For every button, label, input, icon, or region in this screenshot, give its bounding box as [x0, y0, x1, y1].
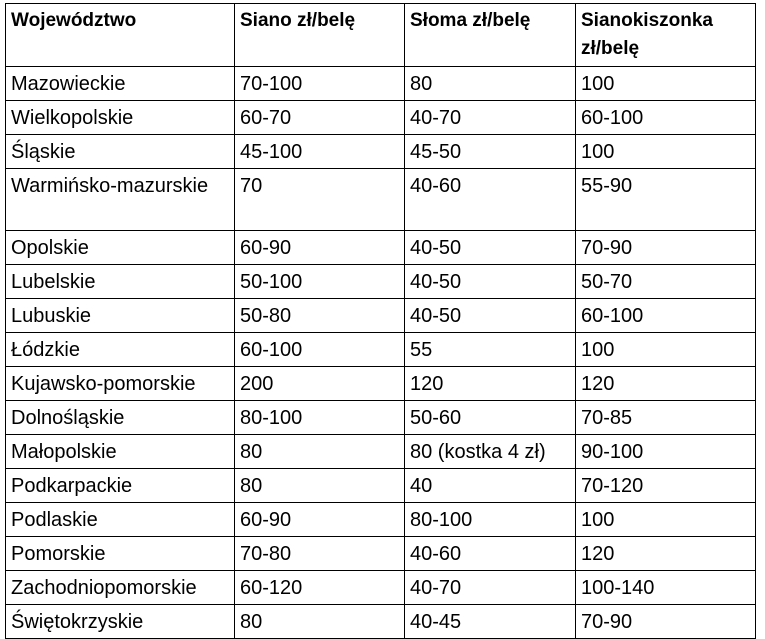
price-table — [5, 3, 756, 639]
cell-hay-price: 80 — [235, 435, 405, 469]
cell-haylage-price: 50-70 — [576, 265, 756, 299]
cell-haylage-price: 90-100 — [576, 435, 756, 469]
table-header-row — [6, 4, 756, 67]
table-row — [6, 469, 756, 503]
cell-hay-price: 60-70 — [235, 101, 405, 135]
cell-voivodeship: Mazowieckie — [6, 67, 235, 101]
cell-voivodeship: Świętokrzyskie — [6, 605, 235, 639]
cell-voivodeship: Pomorskie — [6, 537, 235, 571]
cell-straw-price: 120 — [405, 367, 576, 401]
cell-straw-price: 80 (kostka 4 zł) — [405, 435, 576, 469]
table-row — [6, 537, 756, 571]
cell-voivodeship: Kujawsko-pomorskie — [6, 367, 235, 401]
table-row — [6, 101, 756, 135]
cell-voivodeship: Dolnośląskie — [6, 401, 235, 435]
cell-haylage-price: 60-100 — [576, 299, 756, 333]
cell-voivodeship: Podkarpackie — [6, 469, 235, 503]
cell-voivodeship: Lubelskie — [6, 265, 235, 299]
cell-voivodeship: Zachodniopomorskie — [6, 571, 235, 605]
cell-voivodeship: Łódzkie — [6, 333, 235, 367]
cell-hay-price: 45-100 — [235, 135, 405, 169]
cell-hay-price: 70-100 — [235, 67, 405, 101]
cell-hay-price: 80-100 — [235, 401, 405, 435]
header-haylage-price: Sianokiszonka zł/belę — [576, 4, 756, 67]
cell-straw-price: 40-60 — [405, 169, 576, 231]
cell-haylage-price: 100 — [576, 67, 756, 101]
cell-straw-price: 45-50 — [405, 135, 576, 169]
cell-straw-price: 40-50 — [405, 299, 576, 333]
cell-hay-price: 60-90 — [235, 231, 405, 265]
cell-straw-price: 40-70 — [405, 101, 576, 135]
cell-hay-price: 60-100 — [235, 333, 405, 367]
cell-straw-price: 40-50 — [405, 231, 576, 265]
cell-straw-price: 40-50 — [405, 265, 576, 299]
cell-hay-price: 200 — [235, 367, 405, 401]
table-row — [6, 503, 756, 537]
table-row — [6, 401, 756, 435]
cell-straw-price: 80-100 — [405, 503, 576, 537]
table-row — [6, 333, 756, 367]
cell-voivodeship: Podlaskie — [6, 503, 235, 537]
cell-hay-price: 50-80 — [235, 299, 405, 333]
cell-straw-price: 55 — [405, 333, 576, 367]
table-row — [6, 265, 756, 299]
cell-haylage-price: 100 — [576, 135, 756, 169]
cell-voivodeship: Lubuskie — [6, 299, 235, 333]
cell-straw-price: 40-45 — [405, 605, 576, 639]
table-row — [6, 367, 756, 401]
cell-haylage-price: 100-140 — [576, 571, 756, 605]
cell-hay-price: 60-90 — [235, 503, 405, 537]
cell-haylage-price: 120 — [576, 367, 756, 401]
cell-hay-price: 70 — [235, 169, 405, 231]
cell-haylage-price: 55-90 — [576, 169, 756, 231]
cell-voivodeship: Wielkopolskie — [6, 101, 235, 135]
cell-hay-price: 70-80 — [235, 537, 405, 571]
header-hay-price: Siano zł/belę — [235, 4, 405, 67]
header-voivodeship: Województwo — [6, 4, 235, 67]
cell-haylage-price: 120 — [576, 537, 756, 571]
cell-hay-price: 60-120 — [235, 571, 405, 605]
cell-haylage-price: 60-100 — [576, 101, 756, 135]
cell-straw-price: 40 — [405, 469, 576, 503]
cell-straw-price: 80 — [405, 67, 576, 101]
cell-haylage-price: 70-85 — [576, 401, 756, 435]
cell-straw-price: 50-60 — [405, 401, 576, 435]
table-row — [6, 571, 756, 605]
table-row — [6, 169, 756, 231]
price-table-container — [5, 3, 756, 639]
cell-haylage-price: 100 — [576, 333, 756, 367]
table-row — [6, 435, 756, 469]
table-row — [6, 67, 756, 101]
cell-straw-price: 40-70 — [405, 571, 576, 605]
cell-haylage-price: 70-120 — [576, 469, 756, 503]
cell-haylage-price: 70-90 — [576, 605, 756, 639]
cell-straw-price: 40-60 — [405, 537, 576, 571]
cell-hay-price: 80 — [235, 469, 405, 503]
cell-haylage-price: 70-90 — [576, 231, 756, 265]
table-row — [6, 231, 756, 265]
table-row — [6, 605, 756, 639]
cell-voivodeship: Warmińsko-mazurskie — [6, 169, 235, 231]
table-row — [6, 299, 756, 333]
table-row — [6, 135, 756, 169]
cell-voivodeship: Małopolskie — [6, 435, 235, 469]
cell-hay-price: 80 — [235, 605, 405, 639]
cell-voivodeship: Opolskie — [6, 231, 235, 265]
cell-voivodeship: Śląskie — [6, 135, 235, 169]
cell-hay-price: 50-100 — [235, 265, 405, 299]
cell-haylage-price: 100 — [576, 503, 756, 537]
header-straw-price: Słoma zł/belę — [405, 4, 576, 67]
